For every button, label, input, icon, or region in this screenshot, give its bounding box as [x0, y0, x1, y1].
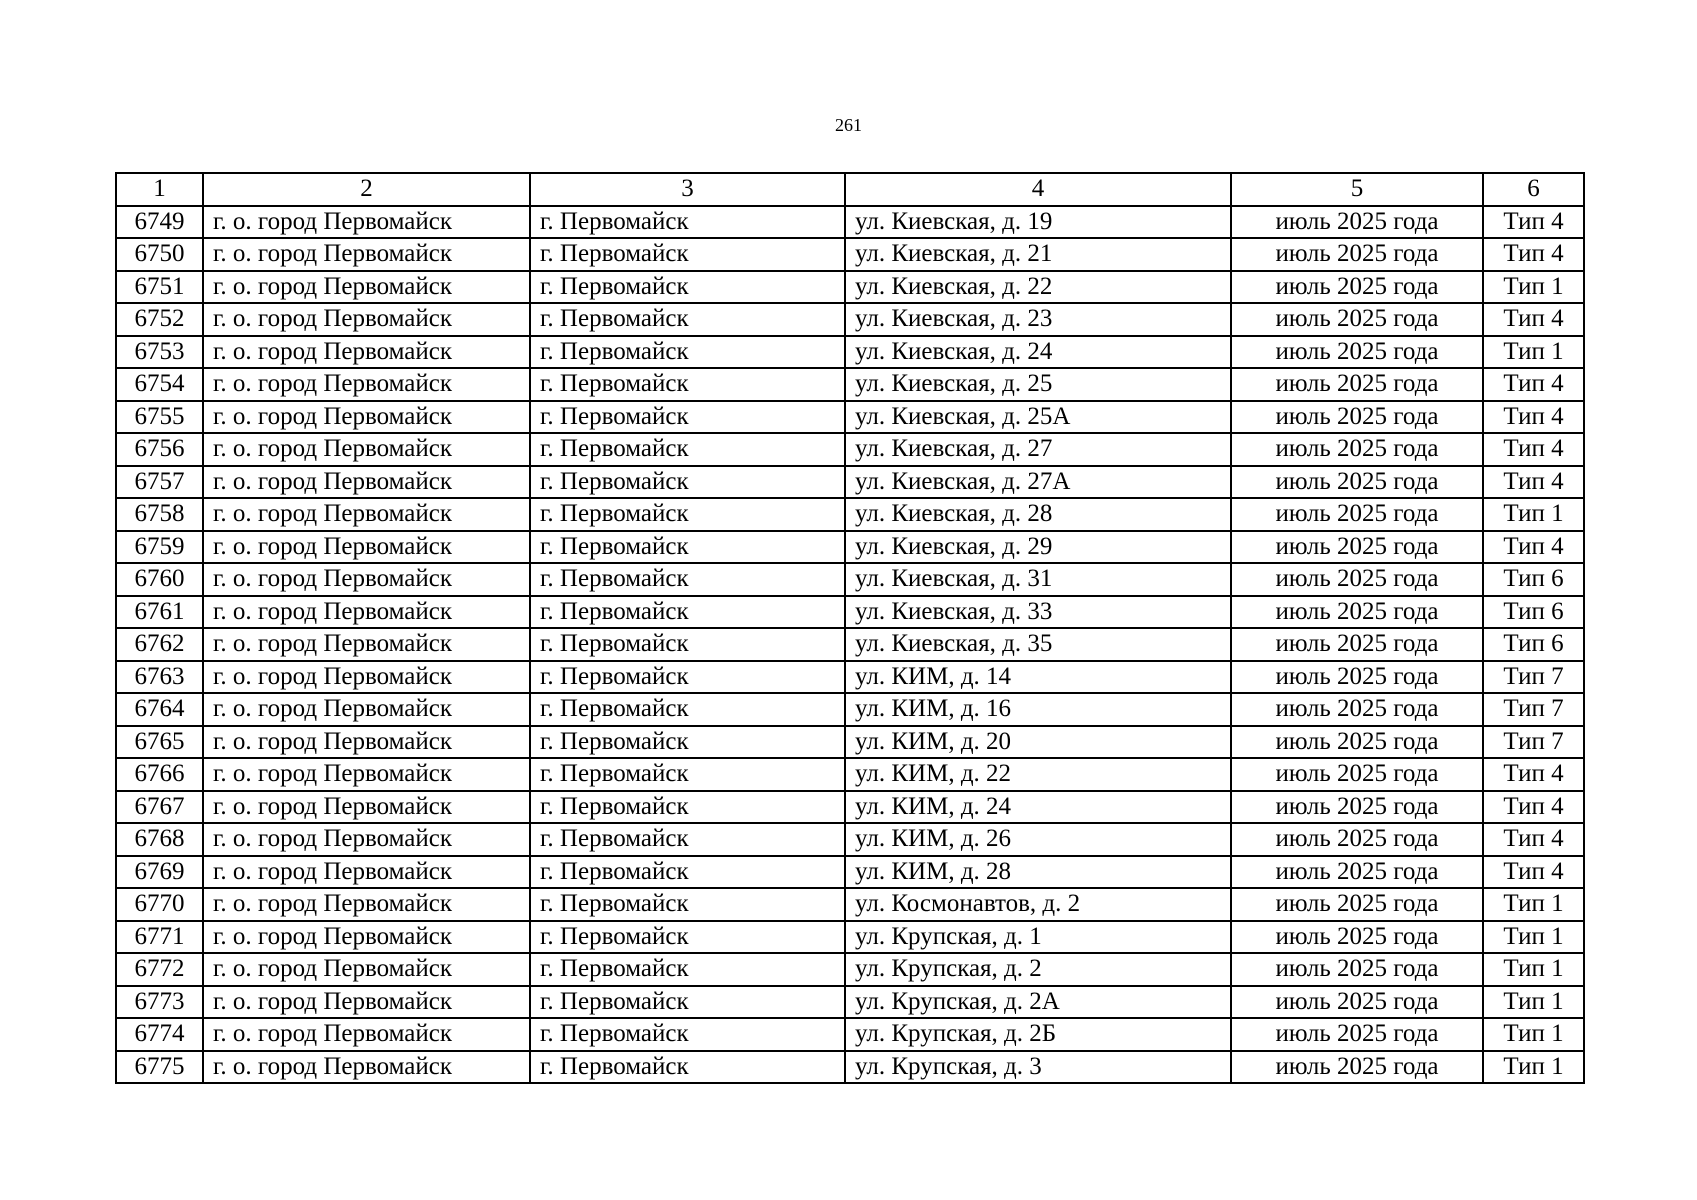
address-cell: ул. Киевская, д. 19 [845, 206, 1231, 239]
period-cell: июль 2025 года [1231, 758, 1483, 791]
type-cell: Тип 1 [1483, 888, 1584, 921]
column-header-6: 6 [1483, 173, 1584, 206]
row-number-cell: 6753 [116, 336, 203, 369]
table-row [116, 661, 1584, 694]
table-row [116, 628, 1584, 661]
column-header-3: 3 [530, 173, 845, 206]
municipality-cell: г. о. город Первомайск [203, 596, 530, 629]
municipality-cell: г. о. город Первомайск [203, 498, 530, 531]
address-cell: ул. Крупская, д. 2 [845, 953, 1231, 986]
table-row [116, 986, 1584, 1019]
locality-cell: г. Первомайск [530, 693, 845, 726]
table-row [116, 823, 1584, 856]
table-row [116, 888, 1584, 921]
table-row [116, 238, 1584, 271]
locality-cell: г. Первомайск [530, 466, 845, 499]
type-cell: Тип 4 [1483, 856, 1584, 889]
locality-cell: г. Первомайск [530, 921, 845, 954]
municipality-cell: г. о. город Первомайск [203, 758, 530, 791]
period-cell: июль 2025 года [1231, 303, 1483, 336]
locality-cell: г. Первомайск [530, 888, 845, 921]
type-cell: Тип 4 [1483, 368, 1584, 401]
column-header-1: 1 [116, 173, 203, 206]
row-number-cell: 6772 [116, 953, 203, 986]
municipality-cell: г. о. город Первомайск [203, 921, 530, 954]
locality-cell: г. Первомайск [530, 726, 845, 759]
type-cell: Тип 1 [1483, 1018, 1584, 1051]
address-cell: ул. КИМ, д. 22 [845, 758, 1231, 791]
address-cell: ул. Киевская, д. 21 [845, 238, 1231, 271]
period-cell: июль 2025 года [1231, 596, 1483, 629]
column-header-4: 4 [845, 173, 1231, 206]
period-cell: июль 2025 года [1231, 791, 1483, 824]
row-number-cell: 6764 [116, 693, 203, 726]
table-row [116, 271, 1584, 304]
municipality-cell: г. о. город Первомайск [203, 953, 530, 986]
period-cell: июль 2025 года [1231, 563, 1483, 596]
period-cell: июль 2025 года [1231, 726, 1483, 759]
type-cell: Тип 4 [1483, 238, 1584, 271]
row-number-cell: 6763 [116, 661, 203, 694]
row-number-cell: 6762 [116, 628, 203, 661]
locality-cell: г. Первомайск [530, 856, 845, 889]
period-cell: июль 2025 года [1231, 628, 1483, 661]
municipality-cell: г. о. город Первомайск [203, 401, 530, 434]
address-cell: ул. Киевская, д. 31 [845, 563, 1231, 596]
type-cell: Тип 6 [1483, 628, 1584, 661]
period-cell: июль 2025 года [1231, 953, 1483, 986]
address-cell: ул. Киевская, д. 33 [845, 596, 1231, 629]
column-header-2: 2 [203, 173, 530, 206]
period-cell: июль 2025 года [1231, 206, 1483, 239]
municipality-cell: г. о. город Первомайск [203, 791, 530, 824]
page-number: 261 [835, 115, 862, 135]
period-cell: июль 2025 года [1231, 661, 1483, 694]
table-row [116, 531, 1584, 564]
type-cell: Тип 4 [1483, 531, 1584, 564]
row-number-cell: 6755 [116, 401, 203, 434]
row-number-cell: 6760 [116, 563, 203, 596]
municipality-cell: г. о. город Первомайск [203, 563, 530, 596]
address-cell: ул. Киевская, д. 24 [845, 336, 1231, 369]
locality-cell: г. Первомайск [530, 1051, 845, 1084]
municipality-cell: г. о. город Первомайск [203, 986, 530, 1019]
address-cell: ул. Киевская, д. 22 [845, 271, 1231, 304]
address-cell: ул. Киевская, д. 25 [845, 368, 1231, 401]
row-number-cell: 6761 [116, 596, 203, 629]
type-cell: Тип 6 [1483, 563, 1584, 596]
address-cell: ул. КИМ, д. 24 [845, 791, 1231, 824]
municipality-cell: г. о. город Первомайск [203, 271, 530, 304]
row-number-cell: 6767 [116, 791, 203, 824]
table-row [116, 856, 1584, 889]
type-cell: Тип 4 [1483, 206, 1584, 239]
municipality-cell: г. о. город Первомайск [203, 206, 530, 239]
row-number-cell: 6752 [116, 303, 203, 336]
period-cell: июль 2025 года [1231, 693, 1483, 726]
address-cell: ул. Киевская, д. 27 [845, 433, 1231, 466]
municipality-cell: г. о. город Первомайск [203, 661, 530, 694]
row-number-cell: 6750 [116, 238, 203, 271]
row-number-cell: 6756 [116, 433, 203, 466]
municipality-cell: г. о. город Первомайск [203, 531, 530, 564]
address-cell: ул. Киевская, д. 29 [845, 531, 1231, 564]
type-cell: Тип 1 [1483, 986, 1584, 1019]
table-row [116, 368, 1584, 401]
table-row [116, 303, 1584, 336]
type-cell: Тип 1 [1483, 1051, 1584, 1084]
table-row [116, 401, 1584, 434]
municipality-cell: г. о. город Первомайск [203, 1051, 530, 1084]
table-row [116, 791, 1584, 824]
address-cell: ул. Крупская, д. 1 [845, 921, 1231, 954]
address-cell: ул. Крупская, д. 2А [845, 986, 1231, 1019]
locality-cell: г. Первомайск [530, 238, 845, 271]
locality-cell: г. Первомайск [530, 661, 845, 694]
address-cell: ул. Киевская, д. 23 [845, 303, 1231, 336]
period-cell: июль 2025 года [1231, 823, 1483, 856]
address-cell: ул. КИМ, д. 14 [845, 661, 1231, 694]
type-cell: Тип 7 [1483, 726, 1584, 759]
type-cell: Тип 4 [1483, 433, 1584, 466]
row-number-cell: 6759 [116, 531, 203, 564]
locality-cell: г. Первомайск [530, 368, 845, 401]
period-cell: июль 2025 года [1231, 498, 1483, 531]
table-row [116, 758, 1584, 791]
period-cell: июль 2025 года [1231, 271, 1483, 304]
type-cell: Тип 4 [1483, 466, 1584, 499]
locality-cell: г. Первомайск [530, 498, 845, 531]
period-cell: июль 2025 года [1231, 433, 1483, 466]
municipality-cell: г. о. город Первомайск [203, 888, 530, 921]
period-cell: июль 2025 года [1231, 466, 1483, 499]
table-row [116, 1051, 1584, 1084]
municipality-cell: г. о. город Первомайск [203, 628, 530, 661]
period-cell: июль 2025 года [1231, 1018, 1483, 1051]
address-cell: ул. Крупская, д. 3 [845, 1051, 1231, 1084]
type-cell: Тип 4 [1483, 823, 1584, 856]
row-number-cell: 6771 [116, 921, 203, 954]
locality-cell: г. Первомайск [530, 628, 845, 661]
period-cell: июль 2025 года [1231, 1051, 1483, 1084]
locality-cell: г. Первомайск [530, 758, 845, 791]
locality-cell: г. Первомайск [530, 791, 845, 824]
locality-cell: г. Первомайск [530, 336, 845, 369]
address-cell: ул. Киевская, д. 35 [845, 628, 1231, 661]
period-cell: июль 2025 года [1231, 401, 1483, 434]
locality-cell: г. Первомайск [530, 596, 845, 629]
address-cell: ул. Космонавтов, д. 2 [845, 888, 1231, 921]
type-cell: Тип 7 [1483, 693, 1584, 726]
period-cell: июль 2025 года [1231, 238, 1483, 271]
municipality-cell: г. о. город Первомайск [203, 823, 530, 856]
municipality-cell: г. о. город Первомайск [203, 368, 530, 401]
row-number-cell: 6769 [116, 856, 203, 889]
locality-cell: г. Первомайск [530, 823, 845, 856]
period-cell: июль 2025 года [1231, 888, 1483, 921]
table-row [116, 498, 1584, 531]
address-cell: ул. КИМ, д. 16 [845, 693, 1231, 726]
row-number-cell: 6768 [116, 823, 203, 856]
type-cell: Тип 4 [1483, 791, 1584, 824]
address-cell: ул. Киевская, д. 27А [845, 466, 1231, 499]
period-cell: июль 2025 года [1231, 856, 1483, 889]
locality-cell: г. Первомайск [530, 271, 845, 304]
row-number-cell: 6774 [116, 1018, 203, 1051]
locality-cell: г. Первомайск [530, 206, 845, 239]
table-row [116, 336, 1584, 369]
address-cell: ул. КИМ, д. 26 [845, 823, 1231, 856]
type-cell: Тип 4 [1483, 401, 1584, 434]
period-cell: июль 2025 года [1231, 921, 1483, 954]
type-cell: Тип 4 [1483, 758, 1584, 791]
row-number-cell: 6754 [116, 368, 203, 401]
address-cell: ул. Киевская, д. 25А [845, 401, 1231, 434]
type-cell: Тип 1 [1483, 271, 1584, 304]
locality-cell: г. Первомайск [530, 433, 845, 466]
address-cell: ул. Киевская, д. 28 [845, 498, 1231, 531]
table-row [116, 433, 1584, 466]
type-cell: Тип 1 [1483, 498, 1584, 531]
table-row [116, 466, 1584, 499]
table-row [116, 206, 1584, 239]
type-cell: Тип 6 [1483, 596, 1584, 629]
period-cell: июль 2025 года [1231, 336, 1483, 369]
period-cell: июль 2025 года [1231, 986, 1483, 1019]
row-number-cell: 6758 [116, 498, 203, 531]
address-cell: ул. КИМ, д. 20 [845, 726, 1231, 759]
municipality-cell: г. о. город Первомайск [203, 1018, 530, 1051]
municipality-cell: г. о. город Первомайск [203, 856, 530, 889]
table-body [116, 206, 1584, 1084]
municipality-cell: г. о. город Первомайск [203, 303, 530, 336]
period-cell: июль 2025 года [1231, 368, 1483, 401]
locality-cell: г. Первомайск [530, 563, 845, 596]
municipality-cell: г. о. город Первомайск [203, 433, 530, 466]
locality-cell: г. Первомайск [530, 401, 845, 434]
row-number-cell: 6757 [116, 466, 203, 499]
row-number-cell: 6766 [116, 758, 203, 791]
table-row [116, 1018, 1584, 1051]
type-cell: Тип 4 [1483, 303, 1584, 336]
table-row [116, 953, 1584, 986]
locality-cell: г. Первомайск [530, 531, 845, 564]
row-number-cell: 6773 [116, 986, 203, 1019]
table-header-row [116, 173, 1584, 206]
municipality-cell: г. о. город Первомайск [203, 726, 530, 759]
locality-cell: г. Первомайск [530, 303, 845, 336]
row-number-cell: 6765 [116, 726, 203, 759]
locality-cell: г. Первомайск [530, 953, 845, 986]
row-number-cell: 6749 [116, 206, 203, 239]
row-number-cell: 6770 [116, 888, 203, 921]
type-cell: Тип 7 [1483, 661, 1584, 694]
address-cell: ул. Крупская, д. 2Б [845, 1018, 1231, 1051]
period-cell: июль 2025 года [1231, 531, 1483, 564]
table-row [116, 693, 1584, 726]
housing-register-table [115, 172, 1585, 1084]
locality-cell: г. Первомайск [530, 986, 845, 1019]
municipality-cell: г. о. город Первомайск [203, 238, 530, 271]
table-row [116, 563, 1584, 596]
table-row [116, 921, 1584, 954]
row-number-cell: 6775 [116, 1051, 203, 1084]
table-row [116, 726, 1584, 759]
address-cell: ул. КИМ, д. 28 [845, 856, 1231, 889]
table-row [116, 596, 1584, 629]
type-cell: Тип 1 [1483, 921, 1584, 954]
type-cell: Тип 1 [1483, 336, 1584, 369]
municipality-cell: г. о. город Первомайск [203, 466, 530, 499]
locality-cell: г. Первомайск [530, 1018, 845, 1051]
row-number-cell: 6751 [116, 271, 203, 304]
municipality-cell: г. о. город Первомайск [203, 336, 530, 369]
column-header-5: 5 [1231, 173, 1483, 206]
municipality-cell: г. о. город Первомайск [203, 693, 530, 726]
type-cell: Тип 1 [1483, 953, 1584, 986]
